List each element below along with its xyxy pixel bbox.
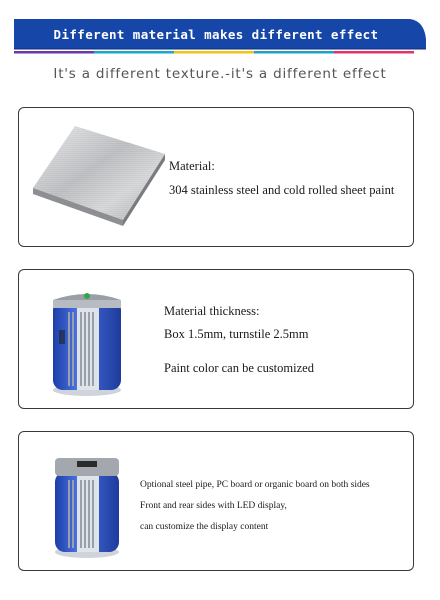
options-card <box>18 431 414 571</box>
banner-title: Different material makes different effect <box>53 27 379 42</box>
material-heading: Material: <box>169 159 215 173</box>
options-led-note: Front and rear sides with LED display, <box>140 501 287 511</box>
options-display-note: can customize the display content <box>140 522 269 532</box>
material-text <box>169 154 394 202</box>
thickness-heading: Material thickness: <box>164 304 260 318</box>
material-description: 304 stainless steel and cold rolled sheet paint <box>169 183 395 197</box>
turnstile-image <box>47 286 127 398</box>
options-board-note: Optional steel pipe, PC board or organic board on both sides <box>140 480 370 490</box>
options-text <box>140 475 370 538</box>
paint-color-note: Paint color can be customized <box>164 361 314 375</box>
page-subtitle: It's a different texture.-it's a different effect <box>53 66 387 82</box>
material-card <box>18 107 414 247</box>
thickness-value: Box 1.5mm, turnstile 2.5mm <box>164 327 309 341</box>
header-banner <box>14 19 426 55</box>
thickness-text <box>164 300 314 380</box>
turnstile-led-image <box>47 452 127 560</box>
thickness-card <box>18 269 414 409</box>
steel-sheet-image <box>27 122 167 232</box>
